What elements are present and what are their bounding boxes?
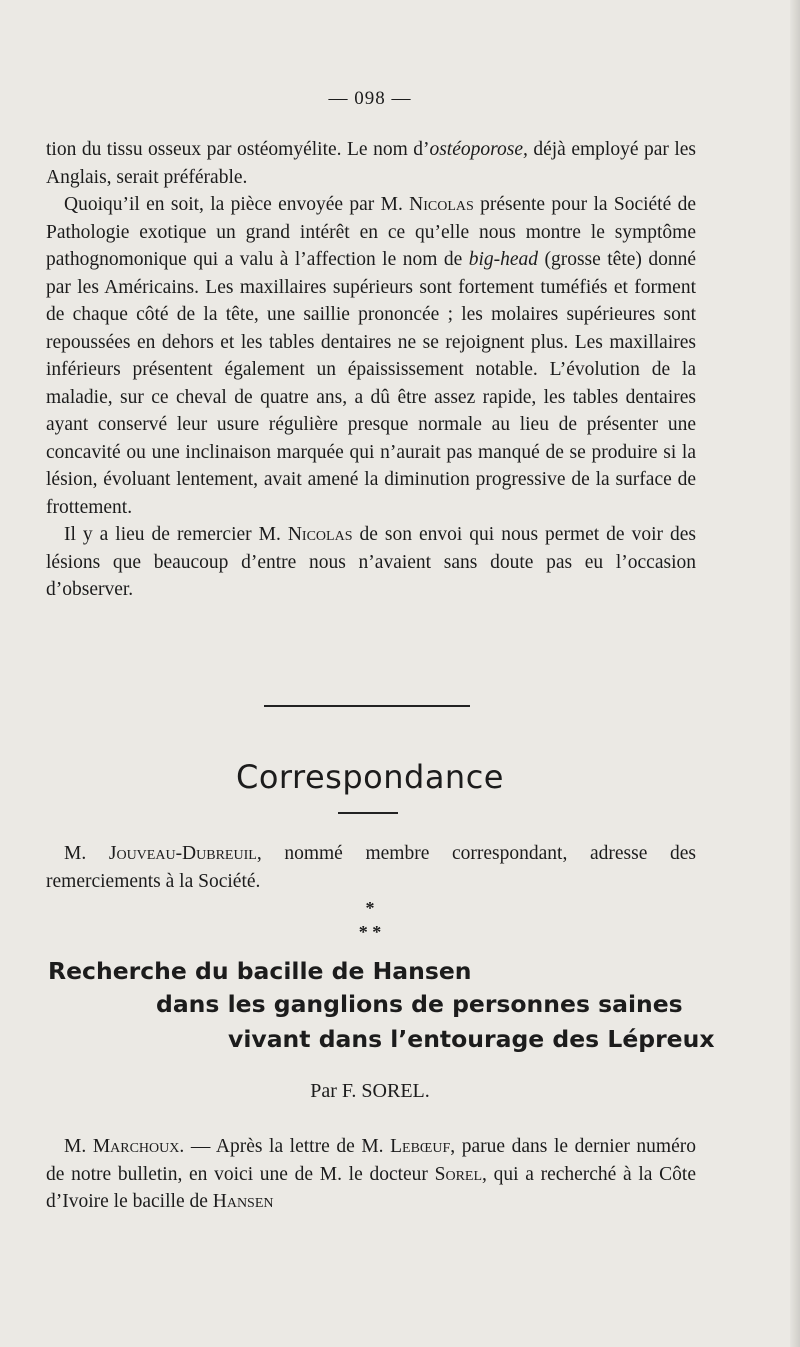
intro-paragraph-2 bbox=[46, 191, 696, 521]
intro-p2-italic: big-head bbox=[468, 249, 539, 270]
corr-prefix: M. bbox=[64, 843, 109, 864]
author-name-nicolas: Nicolas bbox=[409, 194, 474, 215]
article-p1-prefix: M. bbox=[64, 1136, 93, 1157]
intro-p2-text-b: présente pour la Société de Pathologie exotique un grand intérêt en ce qu’elle nous montre le symptôme pathognomonique qui a valu à l’affection le nom de bbox=[46, 194, 696, 270]
page-number: — 098 — bbox=[328, 88, 412, 109]
article-p1-text-a: . — Après la lettre de M. bbox=[179, 1136, 391, 1157]
author-name-marchoux: Marchoux bbox=[92, 1136, 180, 1157]
article-paragraph-1 bbox=[46, 1133, 696, 1216]
intro-p1-tail: déjà employé par les Anglais, serait préférable. bbox=[46, 139, 697, 188]
author-name-nicolas-2: Nicolas bbox=[287, 524, 353, 545]
intro-paragraph-3 bbox=[46, 521, 696, 604]
article-text bbox=[46, 1133, 696, 1216]
intro-p3-text-a: Il y a lieu de remercier M. bbox=[64, 524, 288, 545]
intro-paragraph-1 bbox=[46, 136, 696, 191]
intro-p1-text: tion du tissu osseux par ostéomyélite. Le nom d’ bbox=[46, 139, 430, 160]
article-byline: Par F. SOREL. bbox=[310, 1080, 430, 1102]
intro-text bbox=[46, 136, 696, 604]
name-hansen: Hansen bbox=[212, 1191, 274, 1212]
corr-name: Jouveau-Dubreuil bbox=[108, 843, 257, 864]
intro-p2-text-a: Quoiqu’il en soit, la pièce envoyée par M. bbox=[64, 194, 410, 215]
intro-p2-text-c: (grosse tête) donné par les Américains. Les maxillaires supérieurs sont fortement tuméfiés et forment de chaque côté de la tête, une saillie prononcée ; les molaires supérieures sont repoussées en dehors et les tables dentaires ne se rejoignent plus. Les maxillaires inférieurs présentent également un épaississement notable. L’évolution de la maladie, sur ce cheval de quatre ans, a dû être assez rapide, les tables dentaires ayant conservé leur usure régulière presque normale au lieu de présenter une concavité ou une inclinaison marquée qui n’aurait pas manqué de se produire si la lésion, évoluant lentement, avait amené la diminution progressive de la surface de frottement. bbox=[46, 249, 696, 518]
intro-p1-italic: ostéoporose, bbox=[429, 139, 528, 160]
asterism-top: * bbox=[365, 898, 375, 918]
section-title-correspondance: Correspondance bbox=[236, 758, 504, 796]
page-edge-shadow bbox=[790, 0, 800, 1347]
intro-p3-text-b: de son envoi qui nous permet de voir des lésions que beaucoup d’entre nous n’avaient sans doute pas eu l’occasion d’observer. bbox=[46, 524, 696, 600]
section-divider bbox=[264, 705, 470, 707]
correspondance-text bbox=[46, 840, 696, 895]
title-underline bbox=[338, 812, 398, 814]
article-title-line-3: vivant dans l’entourage des Lépreux bbox=[228, 1025, 715, 1053]
corr-text: , nommé membre correspondant, adresse des remerciements à la Société. bbox=[46, 843, 697, 892]
correspondance-paragraph bbox=[46, 840, 696, 895]
author-name-sorel: Sorel bbox=[434, 1163, 483, 1185]
article-title-line-1: Recherche du bacille de Hansen bbox=[48, 957, 472, 985]
article-p1-text-c: , qui a recherché à la Côte d’Ivoire le bacille de bbox=[46, 1163, 696, 1212]
asterism-bottom: * * bbox=[358, 922, 382, 942]
article-title-line-2: dans les ganglions de personnes saines bbox=[156, 990, 683, 1018]
article-p1-text-b: , parue dans le dernier numéro de notre bulletin, en voici une de M. le docteur bbox=[46, 1136, 696, 1185]
author-name-leboeuf: Lebœuf bbox=[390, 1136, 451, 1157]
